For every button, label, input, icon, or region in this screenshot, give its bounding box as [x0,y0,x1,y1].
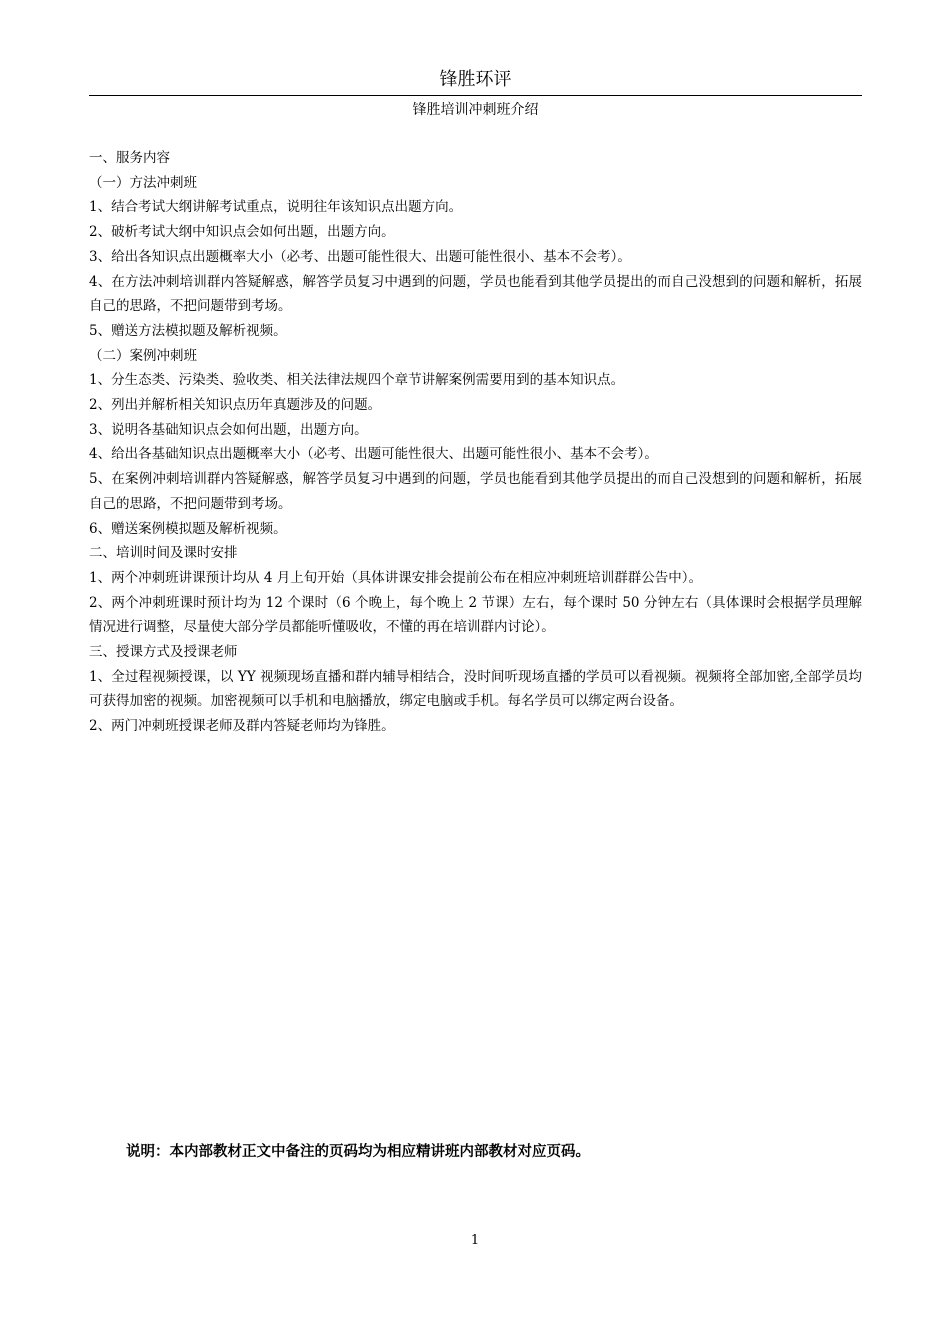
paragraph-item: 1、两个冲刺班讲课预计均从 4 月上旬开始（具体讲课安排会提前公布在相应冲刺班培训群群公告中）。 [89,569,703,586]
paragraph-item: 6、赠送案例模拟题及解析视频。 [89,520,287,537]
paragraph-item: 2、破析考试大纲中知识点会如何出题，出题方向。 [89,224,395,241]
document-body [89,146,862,739]
paragraph-item: 1、全过程视频授课，以 YY 视频现场直播和群内辅导相结合，没时间听现场直播的学员可以看视频。视频将全部加密,全部学员均可获得加密的视频。加密视频可以手机和电脑播放，绑定电脑或手机。每名学员可以绑定两台设备。 [89,668,862,710]
page-number: 1 [470,1233,480,1248]
document-title: 锋胜培训冲刺班介绍 [412,102,539,118]
paragraph-item: 4、给出各基础知识点出题概率大小（必考、出题可能性很大、出题可能性很小、基本不会考）。 [89,446,658,463]
section-heading-services: 一、服务内容 [89,150,170,166]
paragraph-item: 1、结合考试大纲讲解考试重点，说明往年该知识点出题方向。 [89,199,463,216]
footnote-explanation: 说明：本内部教材正文中备注的页码均为相应精讲班内部教材对应页码。 [126,1143,590,1160]
header-divider [89,95,862,96]
paragraph-item: 3、说明各基础知识点会如何出题，出题方向。 [89,421,368,438]
paragraph-item: 1、分生态类、污染类、验收类、相关法律法规四个章节讲解案例需要用到的基本知识点。 [89,372,625,389]
paragraph-item: 5、赠送方法模拟题及解析视频。 [89,322,287,339]
paragraph-item: 4、在方法冲刺培训群内答疑解惑，解答学员复习中遇到的问题，学员也能看到其他学员提出的而自己没想到的问题和解析，拓展自己的思路，不把问题带到考场。 [89,273,862,315]
subsection-heading-method: （一）方法冲刺班 [89,174,197,191]
section-heading-teaching: 三、授课方式及授课老师 [89,644,238,661]
paragraph-item: 2、两门冲刺班授课老师及群内答疑老师均为锋胜。 [89,718,395,735]
paragraph-item: 3、给出各知识点出题概率大小（必考、出题可能性很大、出题可能性很小、基本不会考）。 [89,248,631,265]
section-heading-schedule: 二、培训时间及课时安排 [89,545,238,562]
paragraph-item: 2、列出并解析相关知识点历年真题涉及的问题。 [89,397,382,414]
running-header-title: 锋胜环评 [439,69,512,90]
subsection-heading-case: （二）案例冲刺班 [89,347,197,364]
paragraph-item: 2、两个冲刺班课时预计均为 12 个课时（6 个晚上，每个晚上 2 节课）左右，每个课时 50 分钟左右（具体课时会根据学员理解情况进行调整，尽量使大部分学员都能听懂吸收，不懂的再在培训群内讨论）。 [89,594,862,636]
paragraph-item: 5、在案例冲刺培训群内答疑解惑，解答学员复习中遇到的问题，学员也能看到其他学员提出的而自己没想到的问题和解析，拓展自己的思路，不把问题带到考场。 [89,471,862,512]
